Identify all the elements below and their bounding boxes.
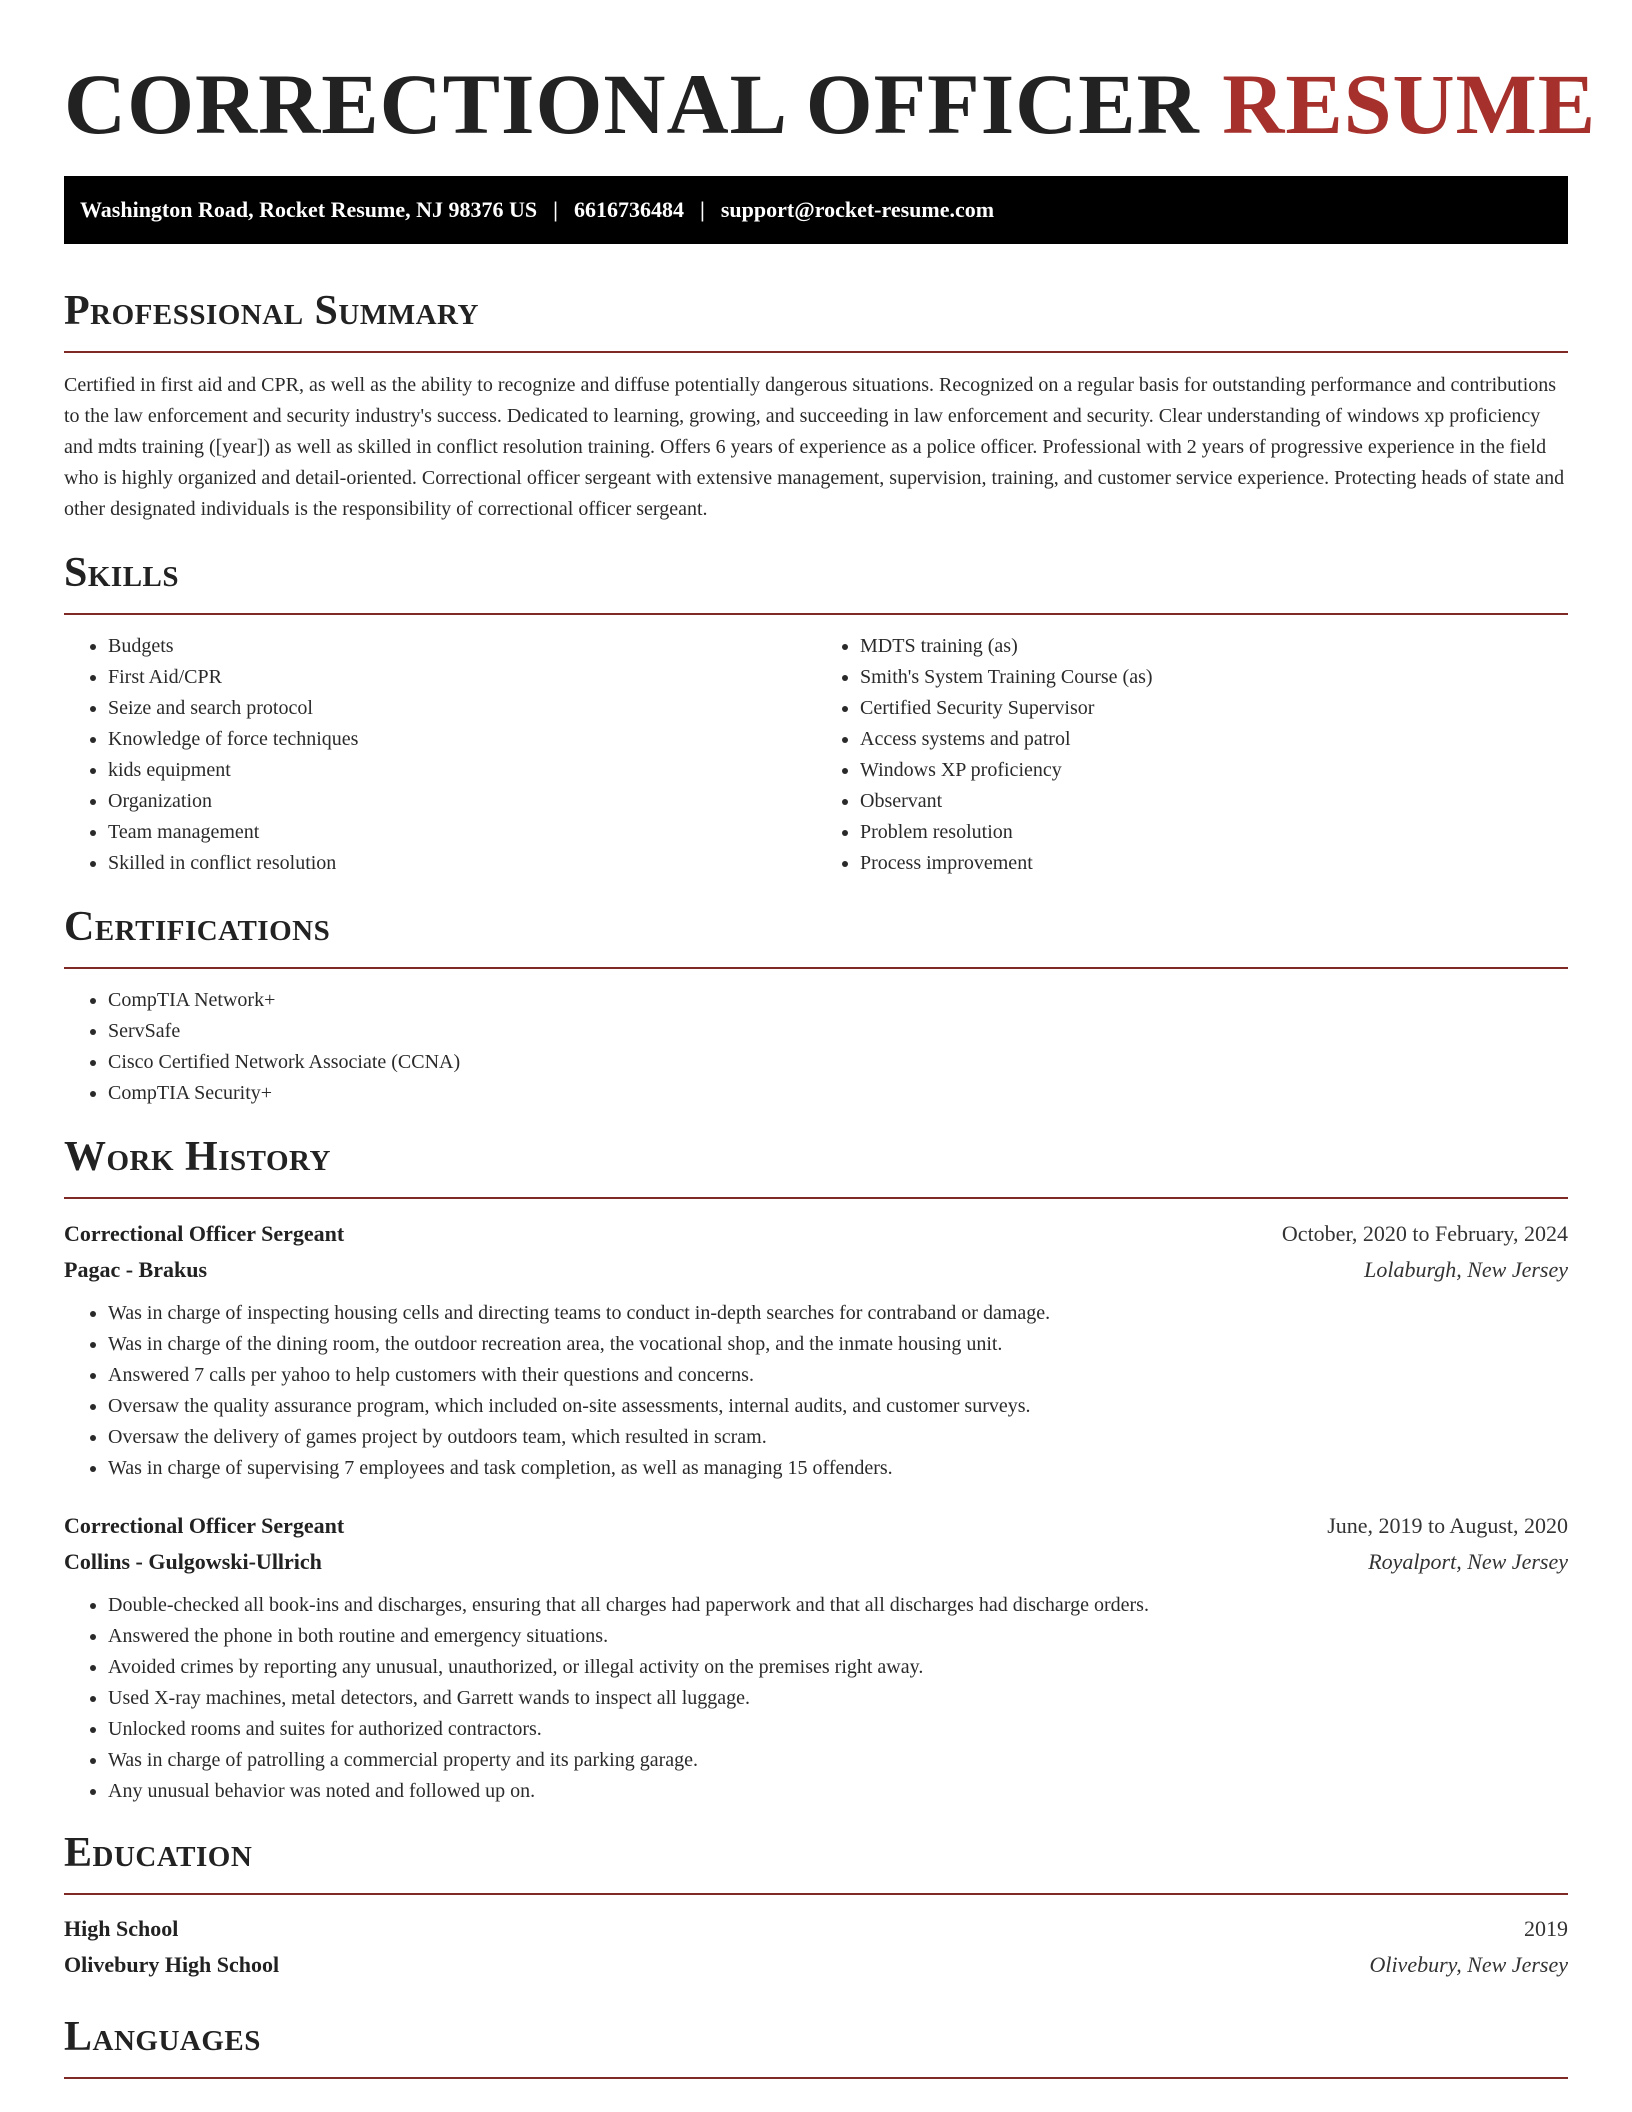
summary-heading: Professional Summary [64,288,479,334]
education-heading: Education [64,1830,253,1876]
skill-item: • Smith's System Training Course (as) [860,662,1568,693]
job-company: Collins - Gulgowski-Ullrich [64,1549,322,1574]
job-company-row [64,1252,1568,1288]
certifications-heading: Certifications [64,904,331,950]
job-duty: • Avoided crimes by reporting any unusual, unauthorized, or illegal activity on the premises right away. [108,1652,1568,1683]
job-duty: • Double-checked all book-ins and discharges, ensuring that all charges had paperwork and that all discharges had discharge orders. [108,1590,1568,1621]
job-dates: October, 2020 to February, 2024 [1281,1221,1568,1246]
job-duty: • Oversaw the quality assurance program, which included on-site assessments, internal audits, and customer surveys. [108,1391,1568,1422]
contact-address: Washington Road, Rocket Resume, NJ 98376 US [80,197,538,222]
skill-item: • Problem resolution [860,817,1568,848]
contact-separator: | [700,197,705,222]
education-year: 2019 [1524,1916,1568,1941]
contact-separator: | [553,197,559,222]
job-company-row [64,1544,1568,1580]
skill-item: • Budgets [108,631,816,662]
education-degree: High School [64,1916,179,1941]
contact-phone[interactable]: 6616736484 [574,197,685,222]
education-degree-row [64,1911,1568,1947]
skill-item: • Access systems and patrol [860,724,1568,755]
certification-item: • ServSafe [108,1016,1568,1047]
job-duty: • Was in charge of inspecting housing cells and directing teams to conduct in-depth searches for contraband or damage. [108,1298,1568,1329]
job-duty: • Any unusual behavior was noted and followed up on. [108,1776,1568,1807]
skill-item: • kids equipment [108,755,816,786]
job-header-row [64,1216,1568,1252]
resume-title-accent: RESUME [1222,56,1597,152]
skill-item: • Seize and search protocol [108,693,816,724]
skills-divider [64,613,1568,615]
job-duty: • Answered 7 calls per yahoo to help customers with their questions and concerns. [108,1360,1568,1391]
job-header-row [64,1508,1568,1544]
education-divider [64,1893,1568,1895]
job-duty: • Was in charge of supervising 7 employees and task completion, as well as managing 15 offenders. [108,1453,1568,1484]
contact-email[interactable]: support@rocket-resume.com [720,197,995,222]
skill-item: • First Aid/CPR [108,662,816,693]
work-history-heading: Work History [64,1134,331,1180]
job-dates: June, 2019 to August, 2020 [1327,1513,1568,1538]
contact-bar [64,176,1568,244]
education-entry [64,1911,1568,1983]
skill-item: • Process improvement [860,848,1568,879]
education-school-row [64,1947,1568,1983]
job-duty: • Was in charge of the dining room, the outdoor recreation area, the vocational shop, and the inmate housing unit. [108,1329,1568,1360]
skill-item: • MDTS training (as) [860,631,1568,662]
work-history-divider [64,1197,1568,1199]
job-title: Correctional Officer Sergeant [64,1221,345,1246]
skills-list-left [64,631,816,879]
certifications-list [64,985,1568,1109]
job-duties-list [64,1298,1568,1484]
job-title: Correctional Officer Sergeant [64,1513,345,1538]
skill-item: • Knowledge of force techniques [108,724,816,755]
job-entry [64,1508,1568,1807]
skill-item: • Team management [108,817,816,848]
certification-item: • Cisco Certified Network Associate (CCNA) [108,1047,1568,1078]
job-duty: • Oversaw the delivery of games project by outdoors team, which resulted in scram. [108,1422,1568,1453]
skills-heading: Skills [64,550,180,596]
job-entry [64,1216,1568,1484]
education-location: Olivebury, New Jersey [1369,1952,1568,1977]
job-duty: • Answered the phone in both routine and emergency situations. [108,1621,1568,1652]
job-duty: • Used X-ray machines, metal detectors, and Garrett wands to inspect all luggage. [108,1683,1568,1714]
languages-heading: Languages [64,2014,261,2060]
education-school: Olivebury High School [64,1952,280,1977]
certification-item: • CompTIA Network+ [108,985,1568,1016]
job-duty: • Was in charge of patrolling a commercial property and its parking garage. [108,1745,1568,1776]
skills-list-right [816,631,1568,879]
skill-item: • Observant [860,786,1568,817]
languages-divider [64,2077,1568,2079]
resume-title-main: CORRECTIONAL OFFICER [64,56,1200,152]
summary-text: Certified in first aid and CPR, as well as the ability to recognize and diffuse potentially dangerous situations. Recognized on a regular basis for outstanding performance and contributions to the law enforcement and security industry's success. Dedicated to learning, growing, and succeeding in law enforcement and security. Clear understanding of windows xp proficiency and mdts training ([year]) as well as skilled in conflict resolution training. Offers 6 years of experience as a police officer. Professional with 2 years of progressive experience in the field who is highly organized and detail-oriented. Correctional officer sergeant with extensive management, supervision, training, and customer service experience. Protecting heads of state and other designated individuals is the responsibility of correctional officer sergeant. [64,374,1565,520]
job-duties-list [64,1590,1568,1807]
skill-item: • Skilled in conflict resolution [108,848,816,879]
skill-item: • Organization [108,786,816,817]
skills-columns [64,631,1568,879]
job-company: Pagac - Brakus [64,1257,207,1282]
job-location: Lolaburgh, New Jersey [1364,1257,1568,1282]
job-location: Royalport, New Jersey [1368,1549,1568,1574]
summary-divider [64,351,1568,353]
resume-title [64,0,1597,152]
skill-item: • Windows XP proficiency [860,755,1568,786]
job-duty: • Unlocked rooms and suites for authorized contractors. [108,1714,1568,1745]
certifications-divider [64,967,1568,969]
skill-item: • Certified Security Supervisor [860,693,1568,724]
certification-item: • CompTIA Security+ [108,1078,1568,1109]
